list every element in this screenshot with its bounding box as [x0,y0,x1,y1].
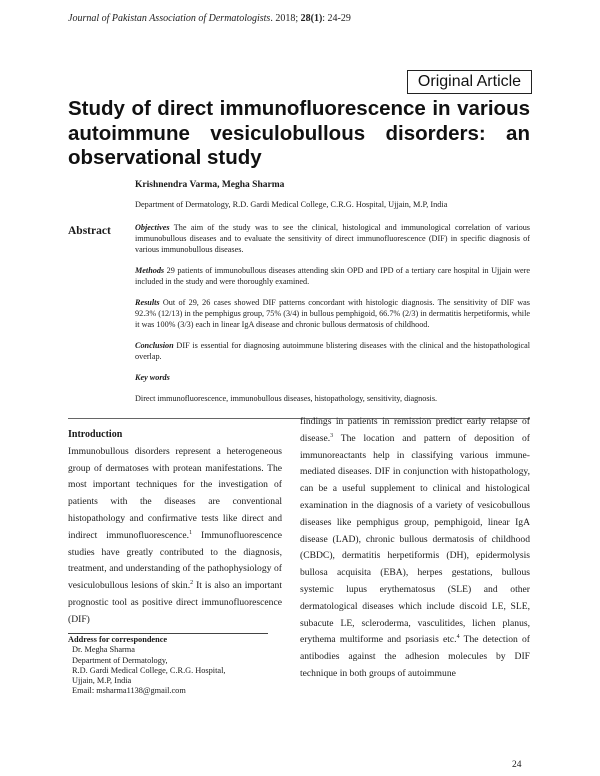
article-type-badge: Original Article [407,70,532,94]
methods-text: 29 patients of immunobullous diseases attending skin OPD and IPD of a tertiary care hospital in Ujjain were included in the study and were thoroughly examined. [135,266,530,286]
intro-text-c: It is also an important prognostic tool as positive direct immunofluorescence (DIF) [68,580,282,625]
journal-issue: (1) [310,13,323,24]
intro-text-f: The detection of antibodies against the adhesion molecules by DIF technique in both groups of autoimmune [300,634,530,679]
abstract-methods [135,265,530,287]
abstract-label: Abstract [68,225,111,237]
intro-text-b: Immunofluorescence studies have greatly contributed to the diagnosis, treatment, and understanding of the pathophysiology of vesiculobullous lesions of skin. [68,529,282,592]
abstract-conclusion [135,340,530,362]
citation-ref-2: 2 [190,579,194,586]
citation-ref-4: 4 [456,634,460,641]
introduction-heading: Introduction [68,429,123,440]
results-head: Results [135,298,160,307]
intro-paragraph-right [300,414,530,683]
journal-volume: 28 [300,13,311,24]
objectives-text: The aim of the study was to see the clinical, histological and immunological correlation of various immunobullous diseases and to evaluate the sensitivity of direct immunofluorescence (DIF) in specific diagnosis of various immunobullous diseases. [135,223,530,254]
intro-text-e: The location and pattern of deposition of immunoreactants help in classifying various immune-mediated diseases. DIF in conjunction with histopathology, can be a useful supplement to clinical and histological examination in the diagnosis of a variety of vesicobullous diseases like pemphigus group, pemphigoid, linear IgA disease (LAD), chronic bullous dermatosis of childhood (CBDC), dermatitis herpetiformis (DH), epidermolysis bullosa acquisita (EBA), herpes gestations, bullous systemic lupus erythematosus (SLE) and other dermatological diseases which include discoid LE, SLE, subacute LE, scleroderma, vasculitides, lichen planus, erythema multiforme and psoriasis etc. [300,432,530,646]
journal-year: . 2018; [270,13,301,24]
correspondence-heading: Address for correspondence [68,635,168,644]
authors: Krishnendra Varma, Megha Sharma [135,180,285,190]
correspondence-name: Dr. Megha Sharma [72,645,135,655]
correspondence-college: R.D. Gardi Medical College, C.R.G. Hospital, [72,665,226,675]
keywords-head: Key words [135,373,170,382]
correspondence-email[interactable]: Email: msharma1138@gmail.com [72,686,186,696]
abstract-results [135,297,530,330]
body-column-left [68,427,282,629]
intro-text-d: findings in patients in remission predict early relapse of disease. [300,416,530,444]
conclusion-text: DIF is essential for diagnosing autoimmune blistering diseases with the clinical and the histopathological overlap. [135,341,530,361]
intro-paragraph-left [68,444,282,629]
citation-ref-1: 1 [189,529,193,536]
paper-title: Study of direct immunofluorescence in various autoimmune vesiculobullous disorders: an observational study [68,97,530,169]
conclusion-head: Conclusion [135,341,174,350]
journal-citation [68,13,351,24]
correspondence-dept: Department of Dermatology, [72,655,168,665]
citation-ref-3: 3 [330,432,334,439]
results-text: Out of 29, 26 cases showed DIF patterns concordant with histologic diagnosis. The sensitivity of DIF was 92.3% (12/13) in the pemphigus group, 75% (3/4) in bullous pemphigoid, 66.7% (2/3) in dermatitis herpetiformis, while it was 100% (3/3) each in linear IgA disease and chronic bullous dermatosis of childhood. [135,298,530,329]
methods-head: Methods [135,266,165,275]
correspondence-divider [68,633,268,634]
affiliation: Department of Dermatology, R.D. Gardi Medical College, C.R.G. Hospital, Ujjain, M.P, India [135,200,448,209]
objectives-head: Objectives [135,223,170,232]
journal-name: Journal of Pakistan Association of Dermatologists [68,13,271,24]
page-number: 24 [512,760,522,770]
correspondence-block [68,635,288,697]
abstract-body [135,222,530,414]
intro-text-a: Immunobullous disorders represent a heterogeneous group of dermatoses with protean manifestations. The most important techniques for the investigation of patients with the diseases are conventional histopathology and confirmative tests like direct and indirect immunofluorescence. [68,445,282,541]
journal-pages: : 24-29 [322,13,351,24]
abstract-objectives [135,222,530,255]
body-column-right [300,414,530,683]
correspondence-city: Ujjain, M.P, India [72,676,132,686]
keywords-text: Direct immunofluorescence, immunobullous diseases, histopathology, sensitivity, diagnosis. [135,394,438,403]
